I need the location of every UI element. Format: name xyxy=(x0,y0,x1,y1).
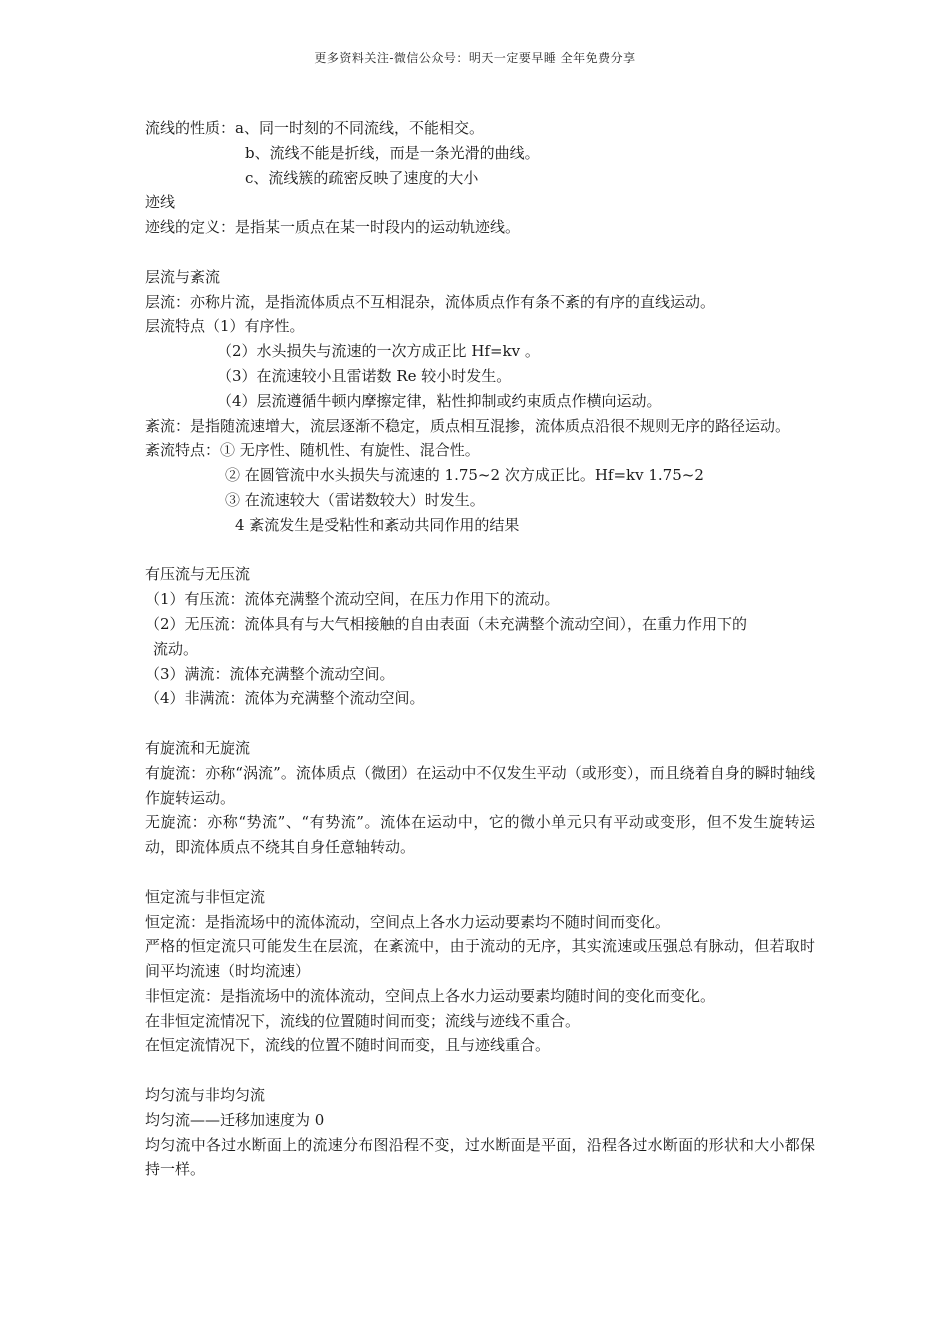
spacer xyxy=(145,711,815,736)
pressure-item-2: （2）无压流：流体具有与大气相接触的自由表面（未充满整个流动空间），在重力作用下的 xyxy=(145,614,748,633)
streamline-property-a: a、同一时刻的不同流线，不能相交。 xyxy=(235,119,484,137)
unsteady-streamline-note: 在非恒定流情况下，流线的位置随时间而变；流线与迹线不重合。 xyxy=(145,1011,581,1030)
pressure-item-1: （1）有压流：流体充满整个流动空间，在压力作用下的流动。 xyxy=(145,590,560,609)
unsteady-definition: 非恒定流：是指流场中的流体流动，空间点上各水力运动要素均随时间的变化而变化。 xyxy=(145,986,716,1005)
spacer xyxy=(145,538,815,563)
turbulent-feature-4: 4 紊流发生是受粘性和紊动共同作用的结果 xyxy=(235,515,520,534)
laminar-feature-3: （3）在流速较小且雷诺数 Re 较小时发生。 xyxy=(217,366,512,385)
streamline-property-c: c、流线簇的疏密反映了速度的大小 xyxy=(245,168,479,187)
pathline-title: 迹线 xyxy=(145,193,176,212)
laminar-feature-2: （2）水头损失与流速的一次方成正比 Hf=kv 。 xyxy=(217,342,540,361)
turbulent-feature-1: 紊流特点：① 无序性、随机性、有旋性、混合性。 xyxy=(145,441,480,460)
steady-section-title: 恒定流与非恒定流 xyxy=(145,887,266,906)
page-header: 更多资料关注-微信公众号：明天一定要早睡 全年免费分享 xyxy=(314,51,636,65)
uniform-definition: 均匀流——迁移加速度为 0 xyxy=(145,1110,325,1129)
irrotational-definition: 无旋流：亦称“势流”、“有势流”。流体在运动中，它的微小单元只有平动或变形，但不发生旋转运动，即流体质点不绕其自身任意轴转动。 xyxy=(145,813,815,857)
rotational-definition: 有旋流：亦称“涡流”。流体质点（微团）在运动中不仅发生平动（或形变），而且绕着自身的瞬时轴线作旋转运动。 xyxy=(145,763,815,807)
spacer xyxy=(145,240,815,265)
streamline-properties-label: 流线的性质： xyxy=(145,119,236,137)
pressure-item-2-cont: 流动。 xyxy=(153,639,199,658)
turbulent-definition: 紊流：是指随流速增大，流层逐渐不稳定，质点相互混掺，流体质点沿很不规则无序的路径运动。 xyxy=(145,416,791,435)
rotational-section-title: 有旋流和无旋流 xyxy=(145,738,251,757)
document-body xyxy=(145,116,815,1182)
spacer xyxy=(145,1058,815,1083)
uniform-section-title: 均匀流与非均匀流 xyxy=(145,1086,266,1105)
turbulent-feature-2: ② 在圆管流中水头损失与流速的 1.75~2 次方成正比。Hf=kv 1.75~2 xyxy=(225,466,704,485)
turbulent-feature-3: ③ 在流速较大（雷诺数较大）时发生。 xyxy=(225,490,485,509)
pressure-section-title: 有压流与无压流 xyxy=(145,565,251,584)
spacer xyxy=(145,860,815,885)
laminar-feature-1: 层流特点（1）有序性。 xyxy=(145,317,305,336)
steady-streamline-note: 在恒定流情况下，流线的位置不随时间而变，且与迹线重合。 xyxy=(145,1036,551,1055)
laminar-definition: 层流：亦称片流，是指流体质点不互相混杂，流体质点作有条不紊的有序的直线运动。 xyxy=(145,292,716,311)
steady-definition: 恒定流：是指流场中的流体流动，空间点上各水力运动要素均不随时间而变化。 xyxy=(145,912,671,931)
streamline-property-b: b、流线不能是折线，而是一条光滑的曲线。 xyxy=(245,143,540,162)
laminar-section-title: 层流与紊流 xyxy=(145,267,221,286)
pathline-definition: 迹线的定义：是指某一质点在某一时段内的运动轨迹线。 xyxy=(145,218,521,237)
pressure-item-4: （4）非满流：流体为充满整个流动空间。 xyxy=(145,689,425,708)
uniform-description: 均匀流中各过水断面上的流速分布图沿程不变，过水断面是平面，沿程各过水断面的形状和大小都保持一样。 xyxy=(145,1135,815,1179)
laminar-feature-4: （4）层流遵循牛顿内摩擦定律，粘性抑制或约束质点作横向运动。 xyxy=(217,391,662,410)
steady-note: 严格的恒定流只可能发生在层流，在紊流中，由于流动的无序，其实流速或压强总有脉动，但若取时间平均流速（时均流速） xyxy=(145,937,815,981)
pressure-item-3: （3）满流：流体充满整个流动空间。 xyxy=(145,664,395,683)
streamline-properties xyxy=(145,116,815,141)
